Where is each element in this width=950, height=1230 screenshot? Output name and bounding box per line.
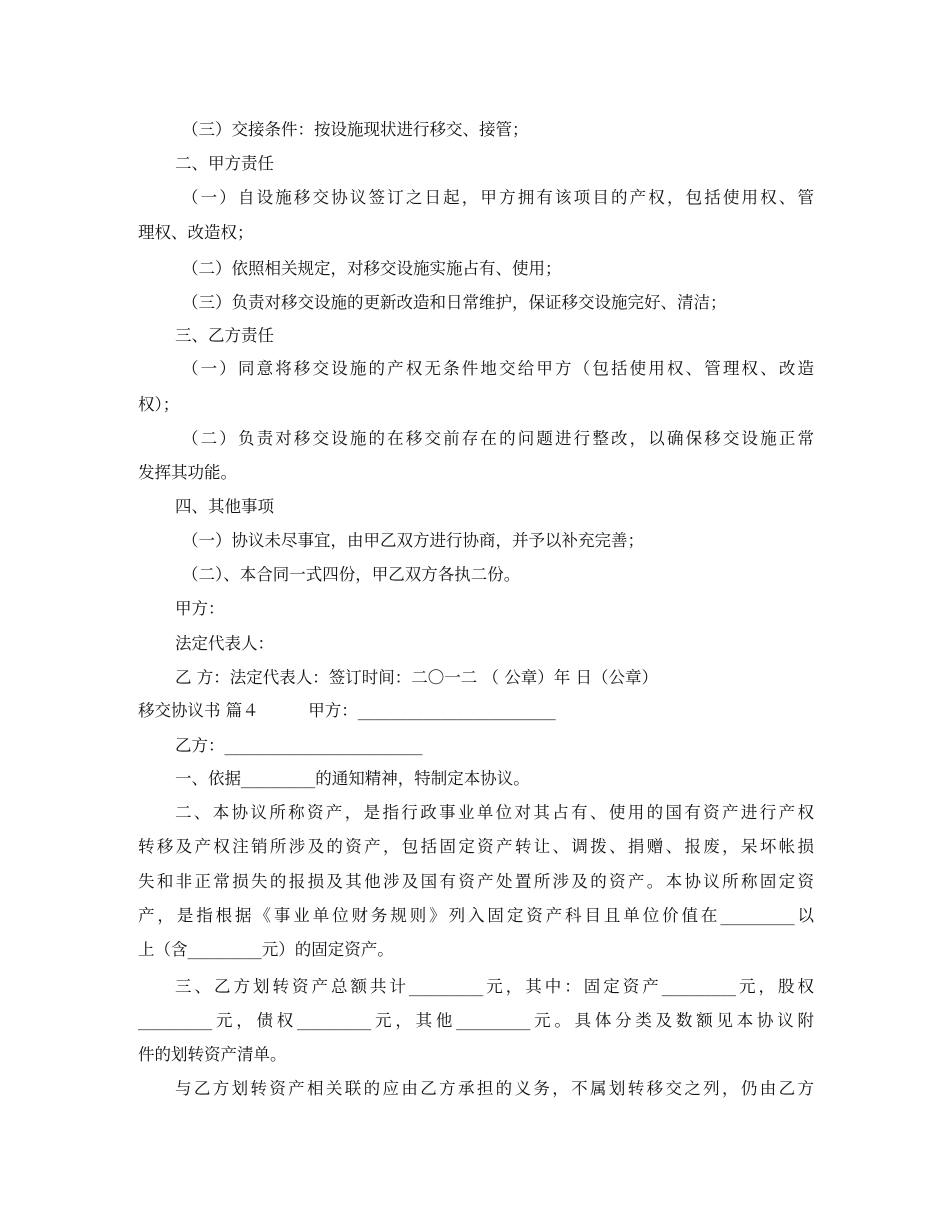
party-a-signature: 甲方：: [175, 599, 225, 618]
clause-2-cont-3: 产，是指根据《事业单位财务规则》列入固定资产科目且单位价值在_________以: [138, 906, 814, 925]
party-b-duty-1: （一）同意将移交设施的产权无条件地交给甲方（包括使用权、管理权、改造: [182, 359, 814, 378]
clause-3-handover-conditions: （三）交接条件：按设施现状进行移交、接管；: [182, 120, 529, 139]
party-a-duty-2: （二）依照相关规定，对移交设施实施占有、使用；: [182, 259, 562, 278]
party-b-duty-2: （二）负责对移交设施的在移交前存在的问题进行整改，以确保移交设施正常: [182, 429, 814, 448]
party-b-duty-1-cont: 权）；: [138, 395, 180, 414]
clause-2-assets: 二、本协议所称资产，是指行政事业单位对其占有、使用的国有资产进行产权: [175, 803, 814, 822]
heading-other-matters: 四、其他事项: [175, 497, 274, 516]
heading-party-b-duties: 三、乙方责任: [175, 326, 274, 345]
clause-3-total: 三、乙方划转资产总额共计_________元，其中：固定资产_________元，股权: [175, 977, 814, 996]
clause-2-cont-2: 失和非正常损失的报损及其他涉及国有资产处置所涉及的资产。本协议所称固定资: [138, 872, 814, 891]
party-b-line: 乙方：________________________: [175, 736, 423, 755]
party-a-duty-1: （一）自设施移交协议签订之日起，甲方拥有该项目的产权，包括使用权、管: [182, 188, 814, 207]
clause-3-cont-2: 件的划转资产清单。: [138, 1045, 287, 1064]
clause-1-basis: 一、依据_________的通知精神，特制定本协议。: [175, 769, 530, 788]
section-title-agreement-4: 移交协议书 篇４ 甲方：________________________: [138, 701, 556, 720]
legal-representative: 法定代表人：: [175, 634, 274, 653]
other-matter-2: （二）、本合同一式四份，甲乙双方各执二份。: [182, 565, 521, 584]
other-matter-1: （一）协议未尽事宜，由甲乙双方进行协商，并予以补充完善；: [182, 531, 644, 550]
party-a-duty-1-cont: 理权、改造权；: [138, 223, 254, 242]
party-a-duty-3: （三）负责对移交设施的更新改造和日常维护，保证移交设施完好、清洁；: [182, 293, 727, 312]
clause-3-cont-1: _________元，债权_________元，其他_________元。具体分类及数额见本协议附: [138, 1011, 814, 1030]
party-b-signature-line: 乙 方：法定代表人：签订时间：二〇一二 （ 公章）年 日（公章）: [175, 668, 658, 687]
obligations-paragraph: 与乙方划转资产相关联的应由乙方承担的义务，不属划转移交之列，仍由乙方: [175, 1079, 814, 1098]
clause-2-cont-4: 上（含_________元）的固定资产。: [138, 940, 394, 959]
clause-2-cont-1: 转移及产权注销所涉及的资产，包括固定资产转让、调拨、捐赠、报废，呆坏帐损: [138, 837, 814, 856]
heading-party-a-duties: 二、甲方责任: [175, 154, 274, 173]
party-b-duty-2-cont: 发挥其功能。: [138, 463, 237, 482]
